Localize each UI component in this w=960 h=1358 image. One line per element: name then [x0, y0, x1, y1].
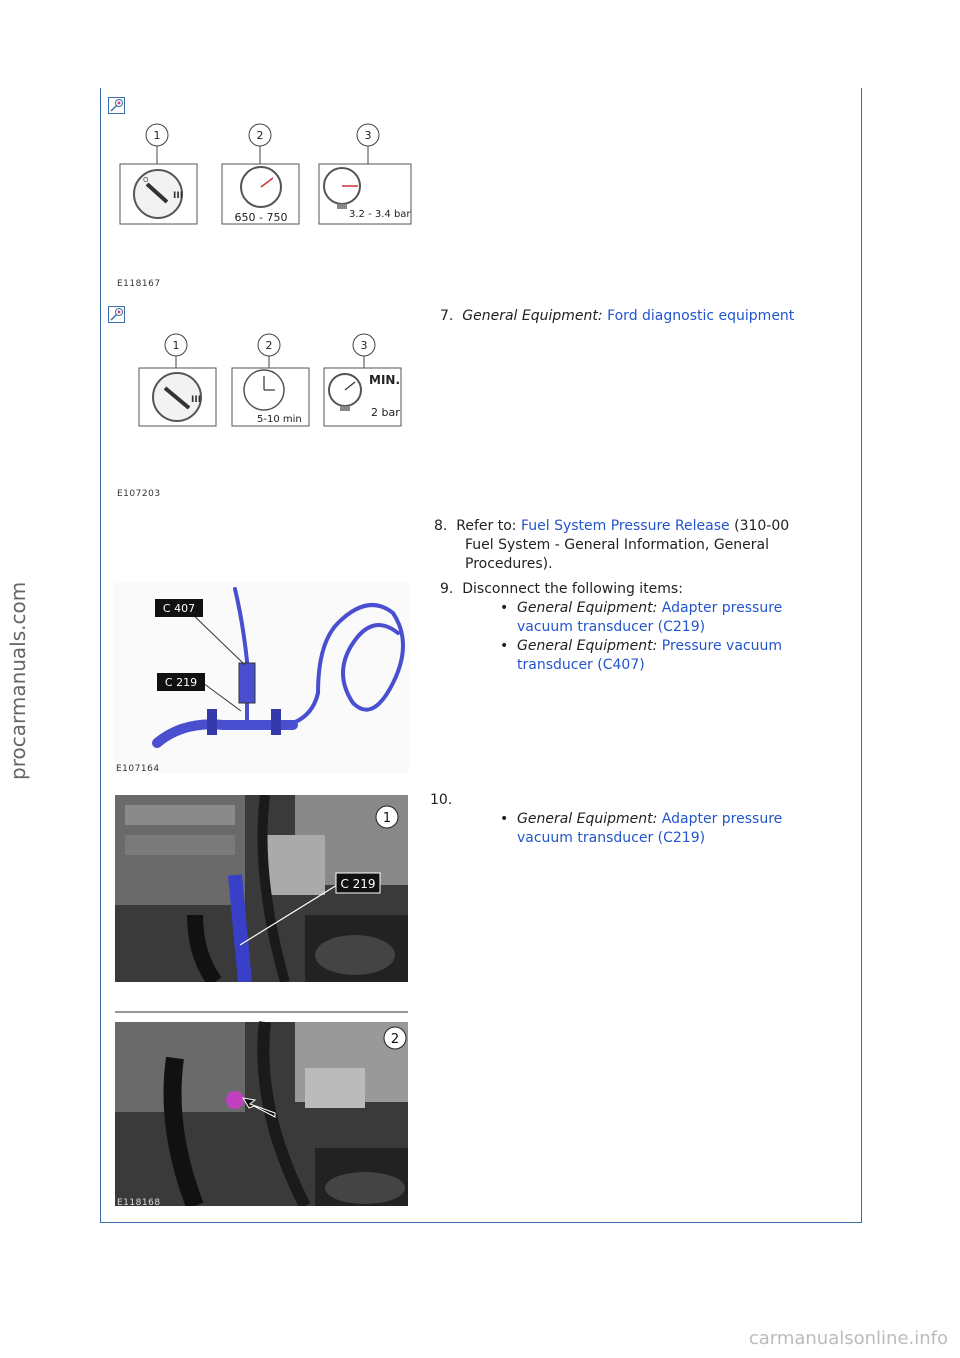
refer-to-label: Refer to: [456, 518, 517, 534]
adapter-pressure-link[interactable]: Adapter pressure [661, 811, 783, 827]
callout-1: 1 [153, 129, 161, 142]
watermark-footer: carmanualsonline.info [748, 1328, 948, 1349]
watermark-side: procarmanuals.com [6, 581, 30, 780]
adapter-pressure-link-line-2[interactable]: vacuum transducer (C219) [517, 830, 706, 846]
step-9-bullet-2 [500, 637, 782, 656]
step-9-bullet-1 [500, 599, 783, 618]
callout-2: 2 [390, 1032, 400, 1047]
callout-2: 2 [256, 129, 264, 142]
step-number: 9. [440, 581, 454, 597]
zoom-image-icon[interactable] [108, 97, 125, 114]
engine-photo-1 [115, 795, 408, 982]
general-equipment-label: General Equipment: [462, 308, 603, 324]
general-equipment-label: General Equipment: [517, 811, 658, 827]
zoom-image-icon[interactable] [108, 306, 125, 323]
callout-1: 1 [172, 339, 180, 352]
rpm-range-text: 650 - 750 [234, 211, 288, 224]
step-number: 7. [440, 308, 454, 324]
step-8-line-2: Fuel System - General Information, General [465, 537, 770, 553]
svg-text:III: III [191, 395, 202, 405]
figure-id-label: E107164 [116, 764, 160, 774]
c219-label: C 219 [164, 676, 198, 689]
figure-id-label: E107203 [117, 489, 161, 499]
step-number: 8. [434, 518, 448, 534]
min-pressure-text: 2 bar [371, 406, 400, 419]
figure-transducer-hoses [113, 583, 409, 773]
adapter-pressure-link-line-2[interactable]: vacuum transducer (C219) [517, 619, 706, 635]
callout-2: 2 [265, 339, 273, 352]
callout-3: 3 [360, 339, 368, 352]
figure-id-label: E118167 [117, 279, 161, 289]
bullet-dot: • [500, 638, 509, 654]
pressure-vacuum-link[interactable]: Pressure vacuum [661, 638, 782, 654]
min-text: MIN. [369, 373, 401, 387]
c407-label: C 407 [162, 602, 196, 615]
figure-ignition-wait-pressure [135, 332, 410, 432]
figure-ignition-idle-pressure [115, 120, 415, 230]
bullet-dot: • [500, 600, 509, 616]
pressure-vacuum-link-line-2[interactable]: transducer (C407) [517, 657, 645, 673]
step-8-line-3: Procedures). [465, 556, 553, 572]
engine-photo-2 [115, 1008, 408, 1206]
callout-1: 1 [382, 811, 392, 826]
section-ref: (310-00 [734, 518, 790, 534]
wait-time-text: 5-10 min [257, 414, 302, 425]
step-7 [440, 307, 794, 326]
svg-text:O: O [143, 176, 149, 184]
step-10-bullet-1 [500, 810, 783, 829]
step-9-text: Disconnect the following items: [462, 581, 683, 597]
fuel-system-pressure-release-link[interactable]: Fuel System Pressure Release [520, 518, 730, 534]
c219-label: C 219 [340, 877, 376, 891]
step-8 [434, 517, 854, 536]
general-equipment-label: General Equipment: [517, 600, 658, 616]
svg-text:III: III [173, 191, 184, 201]
step-9 [440, 580, 683, 599]
step-10: 10. [430, 792, 453, 808]
general-equipment-label: General Equipment: [517, 638, 658, 654]
pressure-range-text: 3.2 - 3.4 bar [349, 209, 411, 220]
bullet-dot: • [500, 811, 509, 827]
figure-id-label: E118168 [117, 1198, 161, 1208]
ford-diagnostic-equipment-link[interactable]: Ford diagnostic equipment [607, 308, 795, 324]
adapter-pressure-link[interactable]: Adapter pressure [661, 600, 783, 616]
callout-3: 3 [364, 129, 372, 142]
